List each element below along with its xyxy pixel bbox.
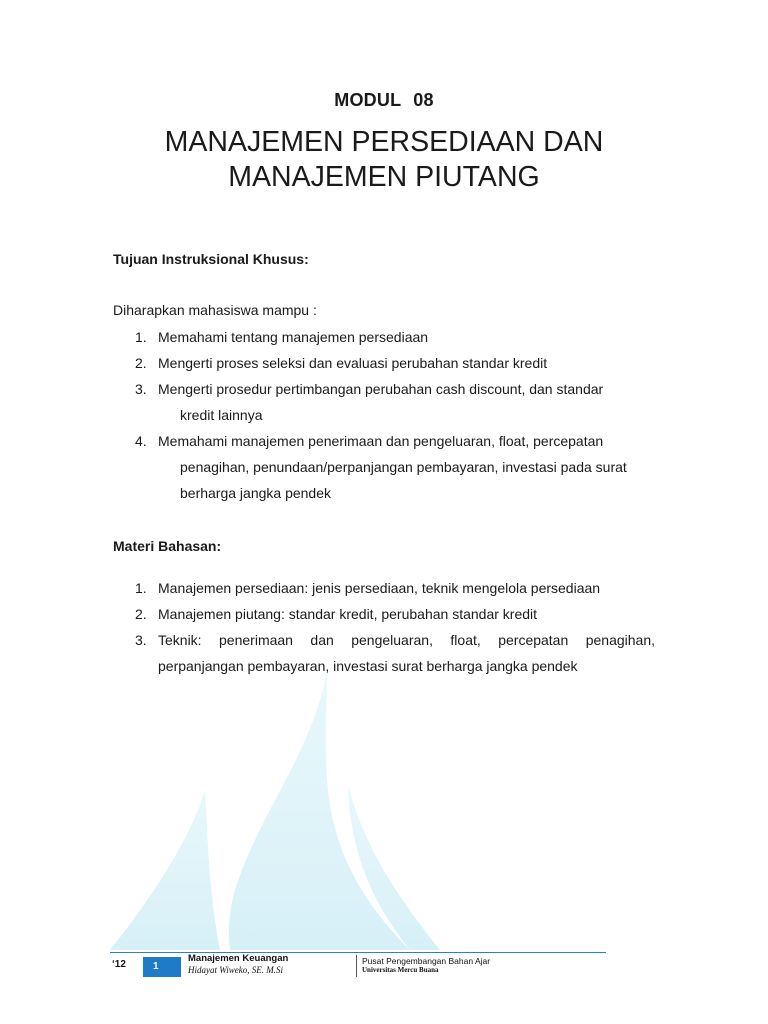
objectives-heading: Tujuan Instruksional Khusus:	[113, 251, 309, 267]
module-label-text: MODUL	[334, 90, 402, 110]
list-item-number: 1.	[135, 329, 147, 345]
page-number-badge	[143, 957, 181, 977]
list-item	[113, 428, 643, 506]
objectives-list	[113, 324, 643, 506]
list-item-number: 2.	[135, 606, 147, 622]
document-title-line-1: MANAJEMEN PERSEDIAAN DAN	[164, 126, 604, 158]
list-item-text: Manajemen persediaan: jenis persediaan, teknik mengelola persediaan	[158, 580, 601, 596]
list-item	[113, 627, 655, 679]
list-item-number: 2.	[135, 355, 147, 371]
watermark-left-wing	[110, 790, 220, 950]
footer-divider	[356, 955, 357, 977]
document-title	[0, 125, 768, 195]
list-item-text: Memahami tentang manajemen persediaan	[158, 329, 429, 345]
footer-course-name: Manajemen Keuangan	[188, 953, 289, 964]
list-item-text: Mengerti prosedur pertimbangan perubahan cash discount, dan standar	[158, 381, 604, 397]
list-item-text: Teknik: penerimaan dan pengeluaran, float, percepatan penagihan, perpanjangan pembayaran, investasi surat berharga jangka pendek	[158, 632, 655, 674]
module-label	[0, 90, 768, 111]
footer-year: ‘12	[112, 959, 126, 970]
watermark-logo	[110, 660, 470, 950]
module-number: 08	[413, 90, 434, 110]
list-item	[113, 601, 655, 627]
list-item	[113, 376, 643, 428]
list-item-text: Manajemen piutang: standar kredit, perubahan standar kredit	[158, 606, 538, 622]
footer-author: Hidayat Wiweko, SE. M.Si	[188, 965, 283, 975]
list-item	[113, 575, 655, 601]
footer-university: Universitas Mercu Buana	[362, 966, 439, 974]
list-item-number: 3.	[135, 381, 147, 397]
document-title-line-2: MANAJEMEN PIUTANG	[228, 161, 540, 193]
list-item	[113, 324, 643, 350]
list-item-text: Memahami manajemen penerimaan dan pengeluaran, float, percepatan	[158, 433, 604, 449]
list-item-number: 3.	[135, 632, 147, 648]
list-item-continuation: kredit lainnya	[180, 407, 263, 423]
objectives-intro: Diharapkan mahasiswa mampu :	[113, 302, 317, 318]
materials-heading: Materi Bahasan:	[113, 538, 222, 554]
list-item-text: Mengerti proses seleksi dan evaluasi perubahan standar kredit	[158, 355, 548, 371]
footer-center-name: Pusat Pengembangan Bahan Ajar	[362, 956, 491, 966]
page-footer	[110, 952, 606, 982]
list-item-number: 4.	[135, 433, 147, 449]
materials-list	[113, 575, 655, 679]
footer-rule	[110, 952, 606, 953]
list-item	[113, 350, 643, 376]
list-item-number: 1.	[135, 580, 147, 596]
list-item-continuation: penagihan, penundaan/perpanjangan pembayaran, investasi pada surat berharga jangka pendek	[180, 459, 627, 501]
page-number: 1	[153, 961, 159, 972]
